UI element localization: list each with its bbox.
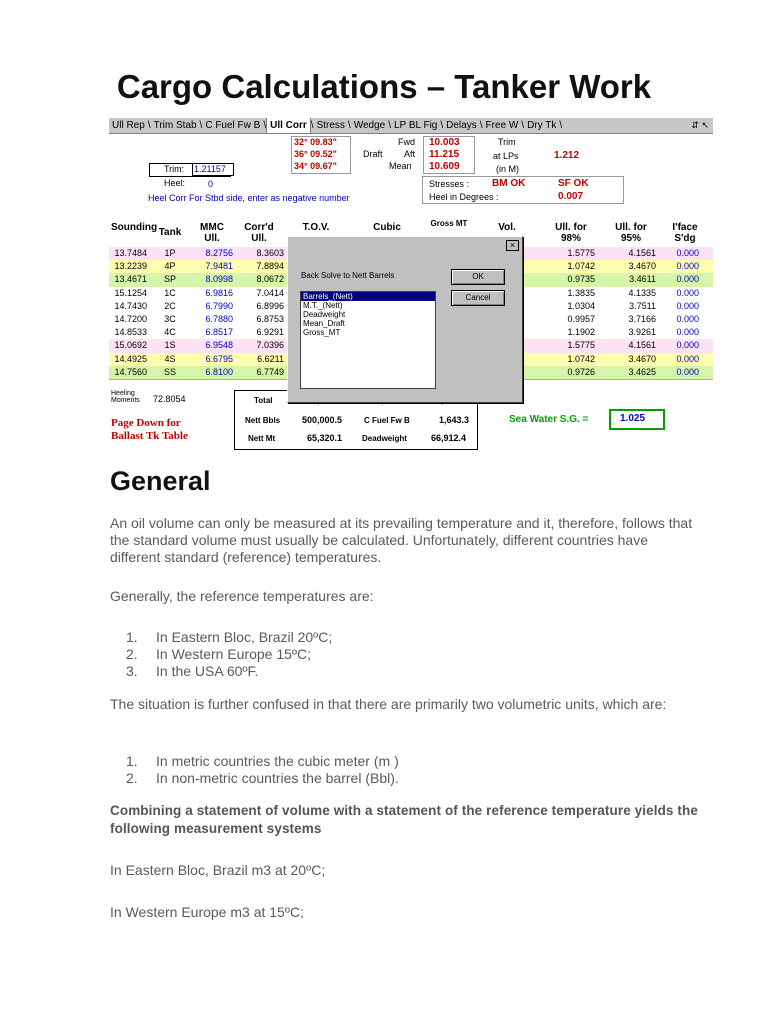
cell-corrd: 6.9291	[256, 327, 284, 338]
list-item[interactable]: Barrels_(Nett)	[301, 292, 435, 301]
mean-label: Mean	[389, 161, 412, 171]
coord-3: 34° 09.67"	[294, 161, 337, 171]
draft-label: Draft	[363, 149, 383, 159]
nett-bbls-label: Nett Bbls	[245, 416, 281, 425]
dialog-listbox[interactable]	[300, 291, 436, 389]
deadweight-value: 66,912.4	[431, 433, 467, 443]
cell-ull95: 3.7511	[629, 300, 656, 311]
cell-corrd: 8.3603	[256, 248, 284, 258]
deadweight-label: Deadweight	[362, 434, 407, 443]
list-item: 1. In metric countries the cubic meter (m )	[126, 753, 399, 769]
header-iface: I'face S'dg	[672, 222, 698, 244]
header-vol: Vol.	[498, 222, 516, 233]
page-down-line-2: Ballast Tk Table	[111, 430, 188, 442]
ok-button[interactable]: OK	[451, 269, 505, 285]
cell-iface: 0.000	[676, 340, 699, 351]
header-cubic: Cubic	[373, 222, 401, 233]
nett-bbls-value: 500,000.5	[302, 415, 343, 425]
cell-ull95: 4.1335	[628, 287, 656, 298]
bold-statement: Combining a statement of volume with a statement of the reference temperature yields the following measurement systems	[110, 803, 698, 836]
cell-ull98: 0.9726	[567, 366, 595, 377]
fwd-label: Fwd	[398, 137, 416, 147]
cell-ull95: 4.1561	[628, 340, 656, 351]
header-tank: Tank	[158, 227, 182, 238]
trim-lps-value: 1.212	[554, 150, 580, 161]
header-ull98: Ull. for 98%	[555, 222, 587, 244]
cell-sounding: 14.4925	[114, 353, 147, 364]
heel-label: Heel:	[164, 178, 186, 188]
cell-iface: 0.000	[676, 274, 699, 285]
tab-ull-corr[interactable]: Ull Corr	[266, 118, 311, 133]
list-item[interactable]: Gross_MT	[303, 328, 341, 337]
cell-mmc: 6.9548	[205, 340, 233, 351]
cell-ull95: 3.4611	[629, 274, 656, 285]
heeling-value: 72.8054	[153, 394, 186, 404]
cell-ull98: 1.5775	[567, 340, 595, 351]
heel-input[interactable]: 0	[208, 179, 214, 189]
nett-mt-value: 65,320.1	[307, 433, 343, 443]
cell-iface: 0.000	[676, 314, 699, 324]
sea-water-value[interactable]: 1.025	[620, 413, 646, 424]
fwd-value: 10.003	[429, 137, 460, 148]
cell-mmc: 6.7880	[205, 314, 233, 324]
sheet-tabs: Ull Rep \ Trim Stab \ C Fuel Fw B \ Ull Corr \ Stress \ Wedge \ LP BL Fig \ Delays \ Free W \ Dry Tk \ ⇵ ↖	[109, 118, 713, 134]
paragraph-1: An oil volume can only be measured at its prevailing temperature and it, therefore, follows that the standard volume must usually be calculated. Unfortunately, different countries have different standard (reference) temperatures.	[110, 515, 693, 565]
trim-lps-label-1: Trim	[498, 137, 516, 147]
total-label: Total	[254, 396, 273, 405]
cell-tank: 1S	[164, 340, 176, 351]
cell-tank: 1C	[164, 287, 176, 298]
tab-scroll-tools[interactable]: ⇵ ↖	[691, 120, 709, 130]
cell-sounding: 14.7200	[114, 314, 147, 324]
cell-iface: 0.000	[676, 353, 699, 364]
cell-sounding: 14.7430	[114, 300, 147, 311]
cell-tank: 4P	[164, 261, 176, 272]
heel-degrees-value: 0.007	[558, 191, 584, 202]
cell-tank: 4C	[164, 327, 176, 338]
tab-wedge[interactable]: Wedge	[353, 120, 386, 131]
c-fuel-value: 1,643.3	[439, 415, 470, 425]
cell-sounding: 15.1254	[114, 287, 147, 298]
cell-iface: 0.000	[676, 248, 699, 258]
cell-corrd: 6.7749	[256, 366, 284, 377]
cell-ull95: 3.4670	[628, 353, 656, 364]
cell-iface: 0.000	[676, 366, 699, 377]
trim-lps-label-3: (in M)	[496, 164, 519, 174]
section-heading: General	[110, 466, 211, 496]
heeling-label: Heeling Moments	[111, 390, 140, 404]
cell-mmc: 8.2756	[205, 248, 233, 258]
header-gross-mt: Gross MT	[430, 219, 468, 228]
list-item[interactable]: M.T._(Nett)	[303, 301, 343, 310]
cell-ull95: 4.1561	[628, 248, 656, 258]
cell-ull98: 0.9735	[567, 274, 595, 285]
cell-corrd: 8.0672	[256, 274, 284, 285]
heel-degrees-label: Heel in Degrees :	[429, 192, 499, 202]
nett-mt-label: Nett Mt	[248, 434, 276, 443]
cell-sounding: 13.4671	[114, 274, 147, 285]
cell-ull98: 1.0742	[567, 261, 595, 272]
header-tov: T.O.V.	[302, 222, 330, 233]
cell-tank: SS	[163, 366, 176, 377]
cell-mmc: 6.8100	[205, 366, 233, 377]
sea-water-label: Sea Water S.G. =	[509, 414, 589, 425]
list-item[interactable]: Mean_Draft	[303, 319, 345, 328]
tab-dry-tk[interactable]: Dry Tk	[527, 120, 557, 131]
cell-mmc: 8.0998	[205, 274, 233, 285]
cell-sounding: 13.2239	[114, 261, 147, 272]
cell-ull95: 3.4670	[628, 261, 656, 272]
header-ull95: Ull. for 95%	[615, 222, 647, 244]
list-item: 1. In Eastern Bloc, Brazil 20ºC;	[126, 629, 333, 645]
cell-ull95: 3.7166	[628, 314, 656, 324]
cell-sounding: 13.7484	[114, 248, 147, 258]
list-item: 2. In non-metric countries the barrel (Bbl).	[126, 770, 399, 786]
cell-corrd: 7.0414	[256, 287, 284, 298]
reference-temperature-list	[110, 629, 332, 680]
tab-trim-stab[interactable]: Trim Stab	[153, 120, 197, 131]
cell-corrd: 6.6211	[257, 353, 284, 364]
stresses-label: Stresses :	[429, 179, 470, 189]
cell-tank: 4S	[164, 353, 176, 364]
cancel-button[interactable]: Cancel	[451, 290, 505, 306]
paragraph-2: Generally, the reference temperatures are:	[110, 588, 374, 604]
cell-corrd: 7.8894	[256, 261, 284, 272]
tab-free-w[interactable]: Free W	[485, 120, 519, 131]
cell-tank: 3C	[164, 314, 176, 324]
dialog-label: Back Solve to Nett Barrels	[301, 271, 395, 280]
tab-ull-rep[interactable]: Ull Rep	[112, 120, 145, 131]
cell-tank: SP	[163, 274, 176, 285]
cell-tank: 2C	[164, 300, 176, 311]
cell-ull98: 1.5775	[567, 248, 595, 258]
coord-1: 32° 09.83"	[294, 137, 337, 147]
cell-iface: 0.000	[676, 287, 699, 298]
cell-ull95: 3.9261	[628, 327, 656, 338]
tab-c-fuel[interactable]: C Fuel Fw B	[205, 120, 261, 131]
aft-label: Aft	[404, 149, 416, 159]
cell-ull98: 1.0742	[567, 353, 595, 364]
trim-label: Trim:	[164, 164, 185, 174]
tab-stress[interactable]: Stress	[316, 120, 345, 131]
cell-iface: 0.000	[676, 300, 699, 311]
cell-sounding: 14.8533	[114, 327, 147, 338]
cell-tank: 1P	[164, 248, 176, 258]
page-down-line-1: Page Down for	[111, 417, 181, 429]
cell-mmc: 6.9816	[205, 287, 233, 298]
cell-mmc: 7.9481	[205, 261, 233, 272]
coord-2: 36° 09.52"	[294, 149, 337, 159]
close-icon[interactable]: ×	[506, 240, 519, 251]
bm-status: BM OK	[492, 178, 526, 189]
aft-value: 11.215	[429, 149, 460, 160]
page-title: Cargo Calculations – Tanker Work	[116, 68, 652, 105]
cell-corrd: 6.8753	[256, 314, 284, 324]
back-solve-dialog	[287, 236, 523, 403]
trim-input[interactable]: 1.21157	[194, 164, 226, 174]
spreadsheet-screenshot	[109, 118, 713, 450]
tab-delays[interactable]: Delays	[446, 120, 477, 131]
paragraph-4: In Eastern Bloc, Brazil m3 at 20ºC;	[110, 862, 326, 878]
mean-value: 10.609	[429, 161, 460, 172]
volumetric-units-list	[110, 753, 399, 787]
paragraph-5: In Western Europe m3 at 15ºC;	[110, 904, 304, 920]
list-item: 3. In the USA 60ºF.	[126, 663, 259, 679]
cell-sounding: 15.0692	[114, 340, 147, 351]
cell-iface: 0.000	[676, 327, 699, 338]
cell-ull98: 1.1902	[567, 327, 595, 338]
cell-ull98: 0.9957	[567, 314, 595, 324]
cell-iface: 0.000	[676, 261, 699, 272]
trim-lps-label-2: at LPs	[493, 151, 519, 161]
c-fuel-label: C Fuel Fw B	[364, 416, 410, 425]
tab-lp-bl-fig[interactable]: LP BL Fig	[394, 120, 438, 131]
cell-ull95: 3.4625	[628, 366, 656, 377]
heel-note: Heel Corr For Stbd side, enter as negative number	[148, 193, 350, 203]
header-sounding: Sounding	[111, 222, 158, 233]
cell-corrd: 7.0396	[256, 340, 284, 351]
cell-mmc: 6.6795	[205, 353, 233, 364]
paragraph-3: The situation is further confused in that there are primarily two volumetric units, which are:	[110, 696, 667, 712]
cell-mmc: 6.8517	[205, 327, 233, 338]
list-item[interactable]: Deadweight	[303, 310, 346, 319]
header-mmc: MMC Ull.	[200, 222, 224, 244]
sf-status: SF OK	[558, 178, 589, 189]
cell-mmc: 6.7990	[205, 300, 233, 311]
cell-ull98: 1.3835	[567, 287, 595, 298]
cell-corrd: 6.8996	[256, 300, 284, 311]
list-item: 2. In Western Europe 15ºC;	[126, 646, 312, 662]
cell-ull98: 1.0304	[567, 300, 595, 311]
cell-sounding: 14.7560	[114, 366, 147, 377]
header-corrd: Corr'd Ull.	[244, 222, 274, 244]
